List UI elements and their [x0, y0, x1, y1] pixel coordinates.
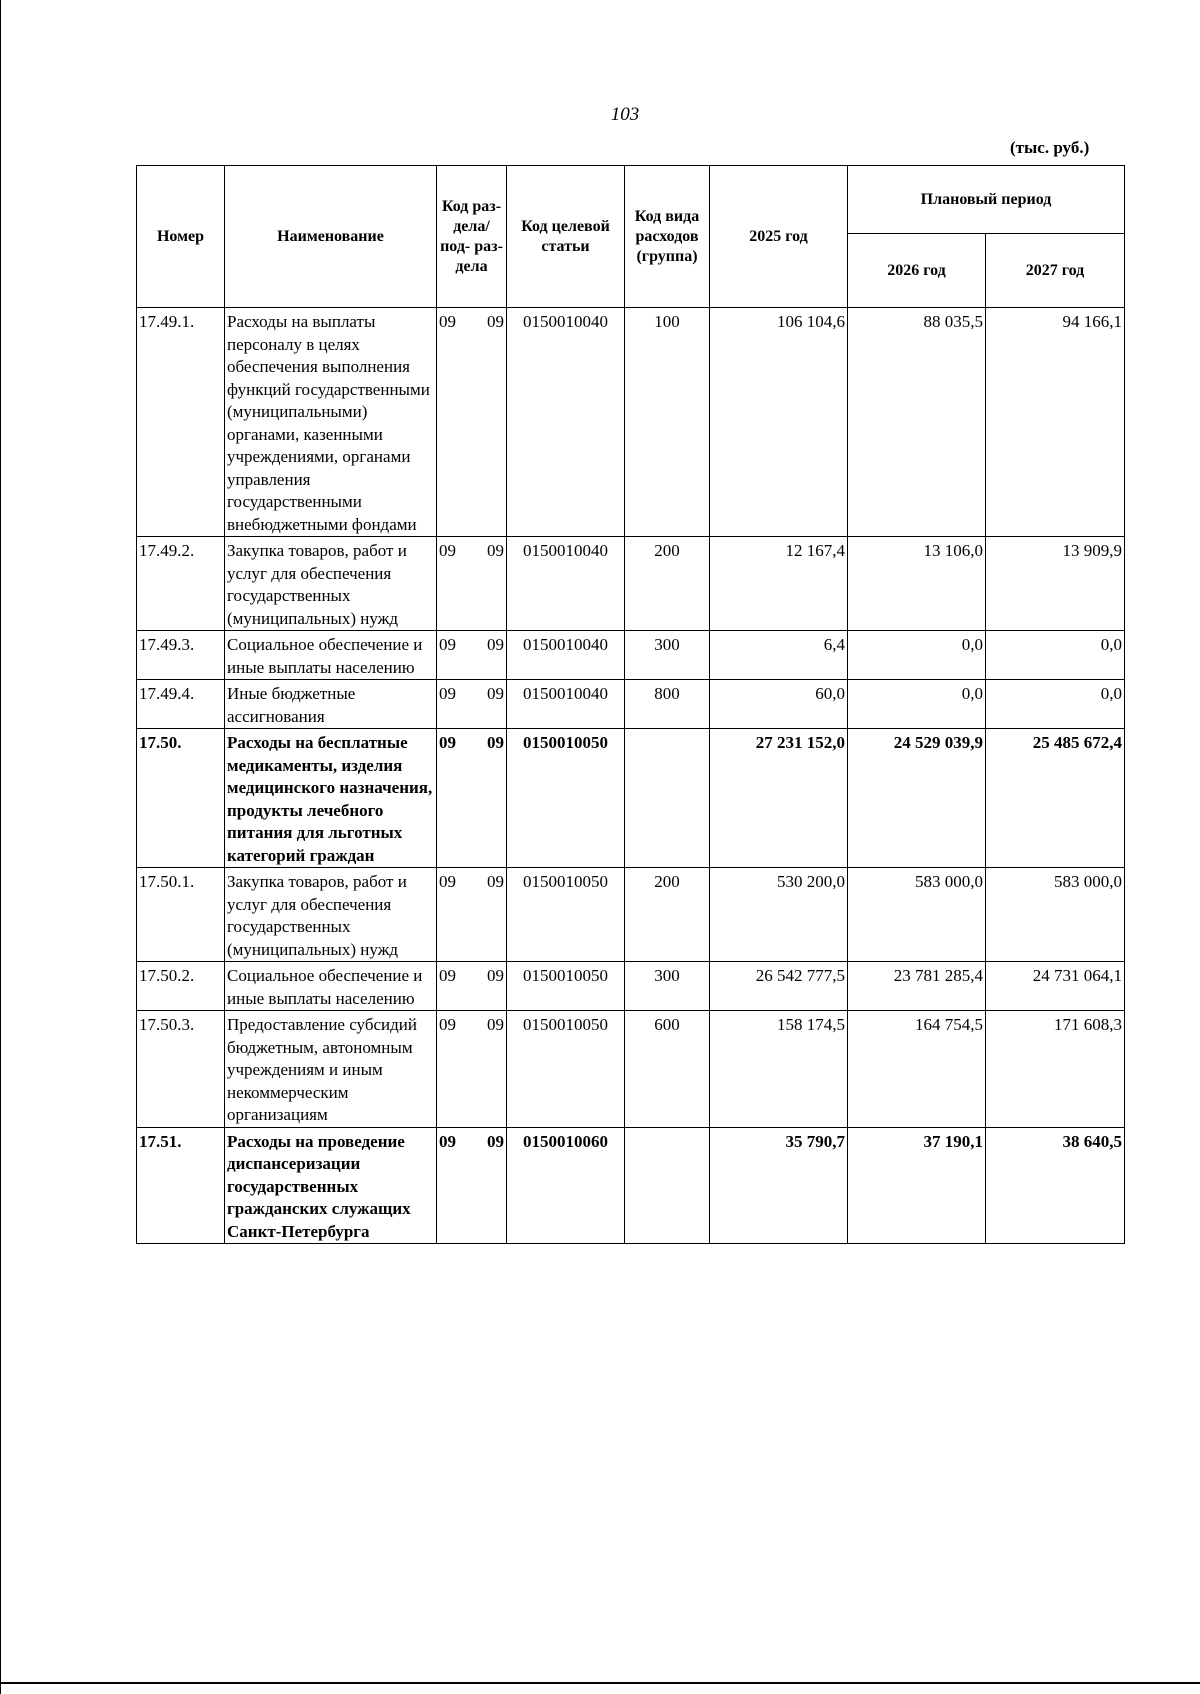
row-target-code: 0150010040 — [507, 537, 625, 631]
row-section-code — [437, 1127, 507, 1244]
header-number: Номер — [137, 166, 225, 308]
row-section-code-rz: 09 — [439, 635, 456, 654]
row-section-code-rz: 09 — [439, 541, 456, 560]
row-section-code — [437, 680, 507, 729]
row-section-code-rz: 09 — [439, 733, 456, 752]
row-number: 17.49.2. — [137, 537, 225, 631]
header-section: Код раз- дела/ под- раз- дела — [437, 166, 507, 308]
table-row — [137, 1011, 1125, 1128]
row-section-code-rz: 09 — [439, 872, 456, 891]
row-value-2027: 13 909,9 — [986, 537, 1125, 631]
row-name: Закупка товаров, работ и услуг для обеспечения государственных (муниципальных) нужд — [225, 537, 437, 631]
row-value-2027: 583 000,0 — [986, 868, 1125, 962]
row-section-code-pr: 09 — [487, 312, 504, 331]
row-section-code-pr: 09 — [487, 966, 504, 985]
row-value-2026: 0,0 — [848, 631, 986, 680]
row-target-code: 0150010040 — [507, 631, 625, 680]
row-value-2025: 12 167,4 — [710, 537, 848, 631]
row-value-2027: 0,0 — [986, 631, 1125, 680]
table-row — [137, 729, 1125, 868]
row-section-code-pr: 09 — [487, 872, 504, 891]
row-section-code — [437, 1011, 507, 1128]
row-value-2026: 164 754,5 — [848, 1011, 986, 1128]
row-section-code — [437, 308, 507, 537]
row-section-code-rz: 09 — [439, 1015, 456, 1034]
row-section-code — [437, 962, 507, 1011]
row-target-code: 0150010040 — [507, 680, 625, 729]
row-section-code — [437, 537, 507, 631]
row-target-code: 0150010040 — [507, 308, 625, 537]
row-value-2026: 13 106,0 — [848, 537, 986, 631]
row-value-2025: 26 542 777,5 — [710, 962, 848, 1011]
row-target-code: 0150010050 — [507, 729, 625, 868]
row-number: 17.50.3. — [137, 1011, 225, 1128]
row-expense-type — [625, 1127, 710, 1244]
scan-left-edge — [0, 0, 1, 1694]
row-value-2026: 24 529 039,9 — [848, 729, 986, 868]
row-section-code-pr: 09 — [487, 684, 504, 703]
row-section-code-pr: 09 — [487, 1131, 504, 1151]
table-body — [137, 308, 1125, 1244]
header-year-2027: 2027 год — [986, 234, 1125, 308]
row-section-code — [437, 729, 507, 868]
units-label: (тыс. руб.) — [1010, 138, 1090, 157]
row-value-2025: 27 231 152,0 — [710, 729, 848, 868]
row-value-2026: 583 000,0 — [848, 868, 986, 962]
scan-bottom-edge — [0, 1682, 1200, 1684]
table-row — [137, 308, 1125, 537]
row-name: Расходы на выплаты персоналу в целях обеспечения выполнения функций государственными (муниципальными) органами, казенными учреждениями, органами управления государственными внебюджетными фондами — [225, 308, 437, 537]
row-name: Закупка товаров, работ и услуг для обеспечения государственных (муниципальных) нужд — [225, 868, 437, 962]
row-number: 17.50.1. — [137, 868, 225, 962]
header-target: Код целевой статьи — [507, 166, 625, 308]
row-section-code-rz: 09 — [439, 966, 456, 985]
row-value-2026: 23 781 285,4 — [848, 962, 986, 1011]
row-name: Расходы на проведение диспансеризации государственных гражданских служащих Санкт-Петербурга — [225, 1127, 437, 1244]
row-section-code-rz: 09 — [439, 1131, 456, 1151]
row-value-2025: 35 790,7 — [710, 1127, 848, 1244]
table-row — [137, 868, 1125, 962]
row-number: 17.49.4. — [137, 680, 225, 729]
row-section-code — [437, 631, 507, 680]
row-value-2027: 38 640,5 — [986, 1127, 1125, 1244]
row-value-2025: 158 174,5 — [710, 1011, 848, 1128]
row-number: 17.49.3. — [137, 631, 225, 680]
row-value-2027: 25 485 672,4 — [986, 729, 1125, 868]
row-section-code-rz: 09 — [439, 684, 456, 703]
table-row — [137, 680, 1125, 729]
row-target-code: 0150010050 — [507, 962, 625, 1011]
row-name: Предоставление субсидий бюджетным, автономным учреждениям и иным некоммерческим организациям — [225, 1011, 437, 1128]
row-target-code: 0150010050 — [507, 868, 625, 962]
row-value-2026: 37 190,1 — [848, 1127, 986, 1244]
row-expense-type — [625, 729, 710, 868]
row-value-2025: 106 104,6 — [710, 308, 848, 537]
row-name: Иные бюджетные ассигнования — [225, 680, 437, 729]
table-row — [137, 537, 1125, 631]
header-year-2025: 2025 год — [710, 166, 848, 308]
row-section-code — [437, 868, 507, 962]
header-year-2026: 2026 год — [848, 234, 986, 308]
row-number: 17.51. — [137, 1127, 225, 1244]
row-expense-type: 200 — [625, 537, 710, 631]
row-section-code-pr: 09 — [487, 635, 504, 654]
row-name: Социальное обеспечение и иные выплаты населению — [225, 962, 437, 1011]
row-expense-type: 800 — [625, 680, 710, 729]
row-expense-type: 200 — [625, 868, 710, 962]
row-expense-type: 300 — [625, 631, 710, 680]
row-value-2025: 6,4 — [710, 631, 848, 680]
row-section-code-pr: 09 — [487, 541, 504, 560]
page-number: 103 — [610, 104, 640, 125]
row-value-2026: 0,0 — [848, 680, 986, 729]
row-value-2026: 88 035,5 — [848, 308, 986, 537]
header-name: Наименование — [225, 166, 437, 308]
row-expense-type: 600 — [625, 1011, 710, 1128]
table-row — [137, 1127, 1125, 1244]
row-number: 17.49.1. — [137, 308, 225, 537]
row-value-2027: 171 608,3 — [986, 1011, 1125, 1128]
header-planned-period: Плановый период — [848, 166, 1125, 234]
row-value-2025: 60,0 — [710, 680, 848, 729]
row-section-code-rz: 09 — [439, 312, 456, 331]
header-expense-type: Код вида расходов (группа) — [625, 166, 710, 308]
row-value-2027: 24 731 064,1 — [986, 962, 1125, 1011]
row-target-code: 0150010060 — [507, 1127, 625, 1244]
table-row — [137, 631, 1125, 680]
row-value-2027: 94 166,1 — [986, 308, 1125, 537]
row-target-code: 0150010050 — [507, 1011, 625, 1128]
row-name: Расходы на бесплатные медикаменты, изделия медицинского назначения, продукты лечебного питания для льготных категорий граждан — [225, 729, 437, 868]
row-name: Социальное обеспечение и иные выплаты населению — [225, 631, 437, 680]
budget-table — [136, 165, 1125, 1244]
row-number: 17.50.2. — [137, 962, 225, 1011]
row-number: 17.50. — [137, 729, 225, 868]
table-row — [137, 962, 1125, 1011]
row-expense-type: 100 — [625, 308, 710, 537]
row-value-2025: 530 200,0 — [710, 868, 848, 962]
row-expense-type: 300 — [625, 962, 710, 1011]
row-section-code-pr: 09 — [487, 733, 504, 752]
row-section-code-pr: 09 — [487, 1015, 504, 1034]
row-value-2027: 0,0 — [986, 680, 1125, 729]
